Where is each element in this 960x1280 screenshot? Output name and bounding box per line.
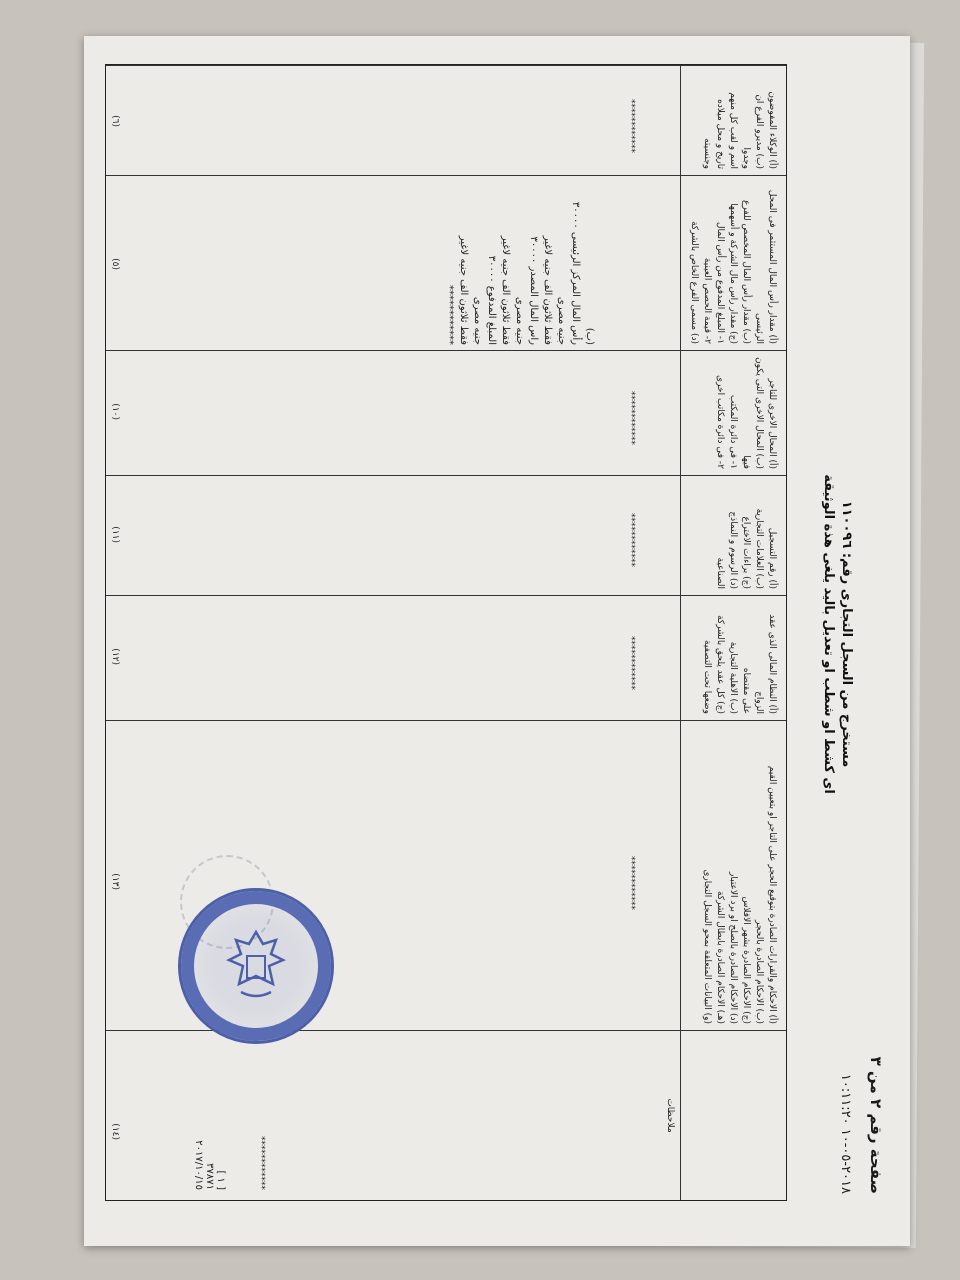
other-shops-line-1: (أ) المحال الاخرى للتاجر [767,378,777,469]
judgments-line-4: (د) الاحكام الصادرة بالصلح او برد الاعتبار [728,872,738,1024]
marital-line-2: على مقتضاه [741,667,751,714]
agents-line-3: اسم و لقب كل منهم [728,92,738,169]
capital-detail-2: جنيه مصرى [556,296,567,345]
column-number-5: (٥) [110,258,120,270]
column-capital-text [687,182,778,344]
title-block [818,354,857,914]
eagle-emblem-icon [221,926,291,1006]
page-label: صفحة رقم ٢ من ٣ [867,1056,885,1194]
column-agents [106,65,786,175]
official-stamp [178,888,334,1044]
capital-detail-1: رأس المال المركز الرئيسى ٣٠٠٠٠ [570,201,581,345]
column-number-12: (١٢) [110,648,120,665]
capital-line-2: (ب) مقدار رأس المال المخصص للفرع [741,200,751,344]
other-shops-line-3: ١- فى دائرة المكتب [728,394,738,469]
capital-line-3: (ج) مقدار راس مال الشركة و أسهمها [728,203,738,344]
reference-bracket: [ ١ ] [215,1170,226,1190]
agents-line-2: (ب) مديرو الفرع ان وجدوا [741,94,764,169]
column-number-11: (١١) [110,526,120,543]
judgments-line-1: (أ) الاحكام والقرارات الصادرة بتوقيع الحجر على التاجر او بتعيين القيم [767,765,777,1024]
reference-block [193,1040,226,1190]
stars-other-shops: ************ [626,391,636,445]
stars-notes: ************ [256,1136,266,1190]
judgments-line-2: (ب) الاحكام الصادرة بالحجر [754,920,764,1024]
trademarks-line-3: (ج) براءات الاختراع [741,516,751,589]
stars-judgments: ************ [626,856,636,910]
capital-detail-5: جنيه مصرى [514,296,525,345]
marital-line-4: (ج) كل عقد يلحق بالشركة [715,615,725,714]
register-table [105,64,787,1201]
judgments-line-5: (هـ) الاحكام الصادرة بابطال الشركة [715,891,725,1024]
column-trademarks-text [713,482,778,589]
capital-line-6: (د) مسمى الفرع الخاص بالشركة [689,221,699,344]
capital-details [116,175,676,345]
column-marital-system [106,595,786,720]
title-line-2: اى كشط او شطب او تعديل باليد يلغى هذة الوثيقة [821,474,836,794]
column-judgments-text [700,727,778,1024]
capital-detail-9: فقط ثلاثون الف جنيه لاغير [458,235,469,345]
document-content [97,54,897,1214]
capital-heading: (ب) [584,327,595,345]
marital-line-5: وضعها تحت التصفية [702,640,712,714]
reference-number: ٣٧٨٧١ [204,1163,215,1190]
column-number-6: (٦) [110,115,120,127]
marital-line-3: (ب) الاهلية التجارية [728,641,738,714]
column-agents-text [700,72,778,169]
capital-detail-4: راس المال المصدر ٣٠٠٠٠ [528,236,539,345]
column-other-shops [106,350,786,475]
capital-details-text [442,180,596,345]
column-trademarks [106,475,786,595]
page-datetime: ٢٠١٨-٠٥-١٠ ١٠:١١:٢٠ [838,1073,853,1194]
capital-detail-3: فقط ثلاثون الف جنيه لاغير [542,235,553,345]
stars-agents: ************ [626,99,636,153]
capital-line-5: ٢- قيمة الحصص العينية [702,257,712,344]
column-marital-text [700,602,778,714]
capital-line-4: ١- المبلغ المدفوع من رأس المال [715,221,725,344]
stars-trademarks: ************ [626,513,636,567]
reference-date: ٢٠١٧/١٠/١٥ [193,1140,204,1190]
capital-detail-8: جنيه مصرى [472,296,483,345]
column-other-shops-text [713,357,778,469]
capital-detail-6: فقط ثلاثون الف جنيه لاغير [500,235,511,345]
capital-stars: ************ [444,285,455,345]
stars-marital: ************ [626,636,636,690]
document-header [787,54,897,1214]
trademarks-line-2: (ب) العلامات التجارية [754,508,764,589]
trademarks-line-4: (د) الرسوم و النماذج الصناعية [715,511,738,589]
title-line-1: مستخرج من السجل التجارى رقم: ١١٠٠٩٦ [839,500,854,768]
other-shops-line-2: (ب) المحال الاخرى التى يكون فيها [741,357,764,469]
document-sheet [84,36,910,1246]
judgments-line-3: (ج) الاحكام الصادرة بشهر الافلاس [741,896,751,1024]
marital-line-1: (أ) النظام المالى الذى عقد الزواج [754,614,777,714]
column-number-13: (١٣) [110,873,120,890]
capital-line-1: (أ) مقدار رأس المال المستثمر فى المحل الرئيسى [754,189,777,344]
table-header-divider [680,65,681,1200]
judgments-line-6: (و) البيانات المتعلقة بمحو السجل التجارى [702,869,712,1024]
capital-detail-7: المبلغ المدفوع ٣٠٠٠٠ [486,255,497,345]
column-notes-header: ملاحظات [665,1098,675,1133]
agents-line-1: (أ) الوكلاء المفوضون [767,91,777,169]
column-notes [106,1030,786,1200]
other-shops-line-4: ٢- فى دائرة مكاتب اخرى [715,375,725,469]
agents-line-4: تاريخ و محل ميلاده وجنسيته [702,99,725,169]
trademarks-line-1: (أ) رقم التسجيل [767,527,777,589]
column-number-14: (١٤) [110,1123,120,1140]
column-number-10: (١٠) [110,403,120,420]
